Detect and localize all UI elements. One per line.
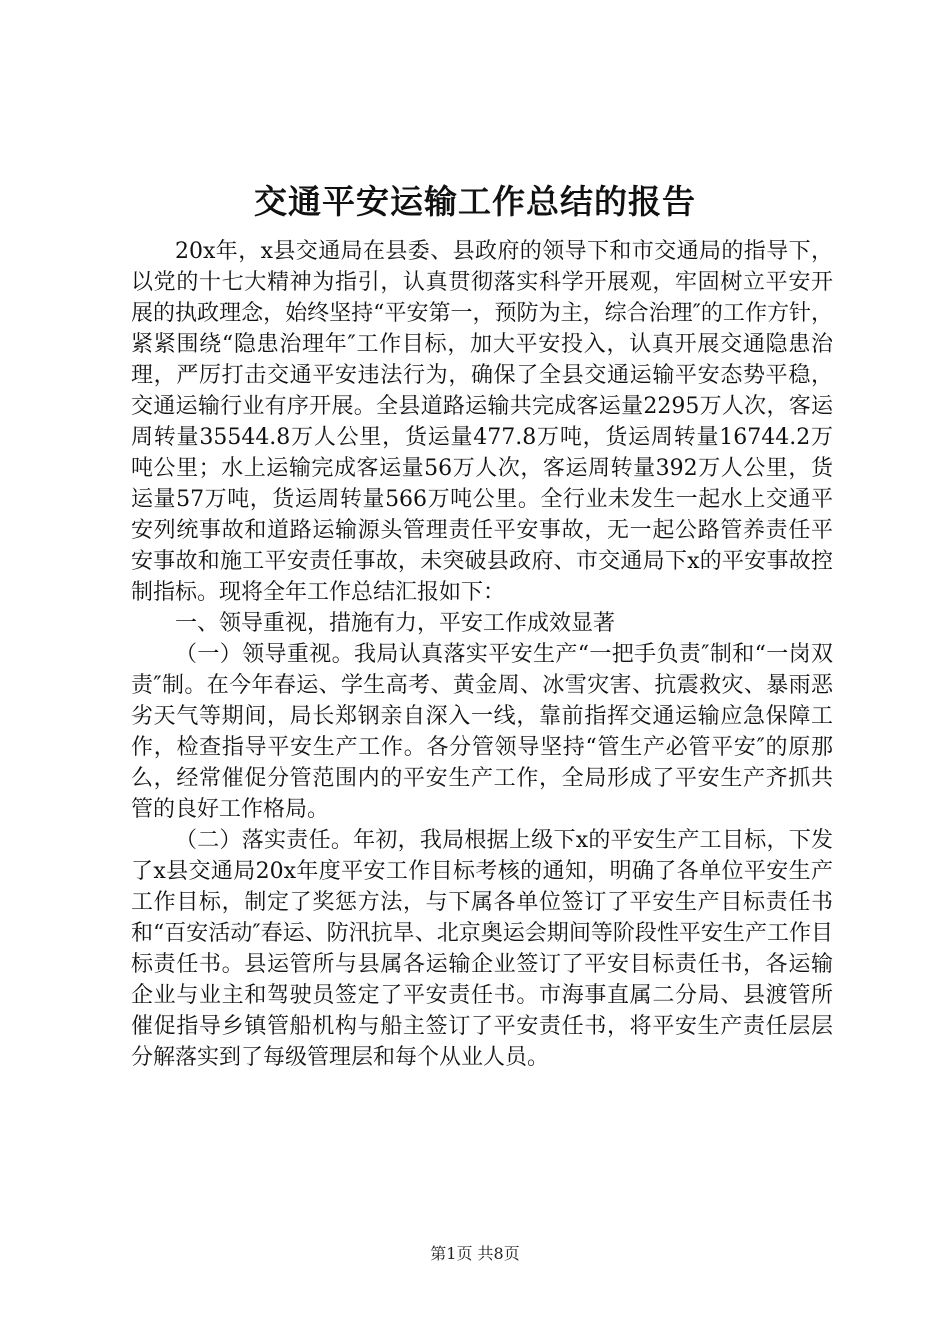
page-footer	[0, 1244, 950, 1264]
section-heading: 一、领导重视，措施有力，平安工作成效显著	[175, 611, 616, 636]
page-indicator: 第1页 共8页	[430, 1244, 520, 1263]
document-title: 交通平安运输工作总结的报告	[254, 182, 696, 221]
document-body	[131, 236, 833, 1073]
intro-paragraph: 20x年，x县交通局在县委、县政府的领导下和市交通局的指导下，以党的十七大精神为指引，认真贯彻落实科学开展观，牢固树立平安开展的执政理念，始终坚持“平安第一，预防为主，综合治理″的工作方针，紧紧围绕“隐患治理年″工作目标，加大平安投入，认真开展交通隐患治理，严厉打击交通平安违法行为，确保了全县交通运输平安态势平稳，交通运输行业有序开展。全县道路运输共完成客运量2295万人次，客运周转量35544.8万人公里，货运量477.8万吨，货运周转量16744.2万吨公里；水上运输完成客运量56万人次，客运周转量392万人公里，货运量57万吨，货运周转量566万吨公里。全行业未发生一起水上交通平安列统事故和道路运输源头管理责任平安事故，无一起公路管养责任平安事故和施工平安责任事故，未突破县政府、市交通局下x的平安事故控制指标。现将全年工作总结汇报如下：	[131, 239, 833, 605]
subsection-paragraph-2: （二）落实责任。年初，我局根据上级下x的平安生产工目标，下发了x县交通局20x年度平安工作目标考核的通知，明确了各单位平安生产工作目标，制定了奖惩方法，与下属各单位签订了平安生产目标责任书和“百安活动″春运、防汛抗旱、北京奥运会期间等阶段性平安生产工作目标责任书。县运管所与县属各运输企业签订了平安目标责任书，各运输企业与业主和驾驶员签定了平安责任书。市海事直属二分局、县渡管所催促指导乡镇管船机构与船主签订了平安责任书，将平安生产责任层层分解落实到了每级管理层和每个从业人员。	[131, 828, 833, 1070]
subsection-paragraph-1: （一）领导重视。我局认真落实平安生产“一把手负责″制和“一岗双责″制。在今年春运、学生高考、黄金周、冰雪灾害、抗震救灾、暴雨恶劣天气等期间，局长郑钢亲自深入一线，靠前指挥交通运输应急保障工作，检查指导平安生产工作。各分管领导坚持“管生产必管平安″的原那么，经常催促分管范围内的平安生产工作，全局形成了平安生产齐抓共管的良好工作格局。	[131, 642, 833, 822]
